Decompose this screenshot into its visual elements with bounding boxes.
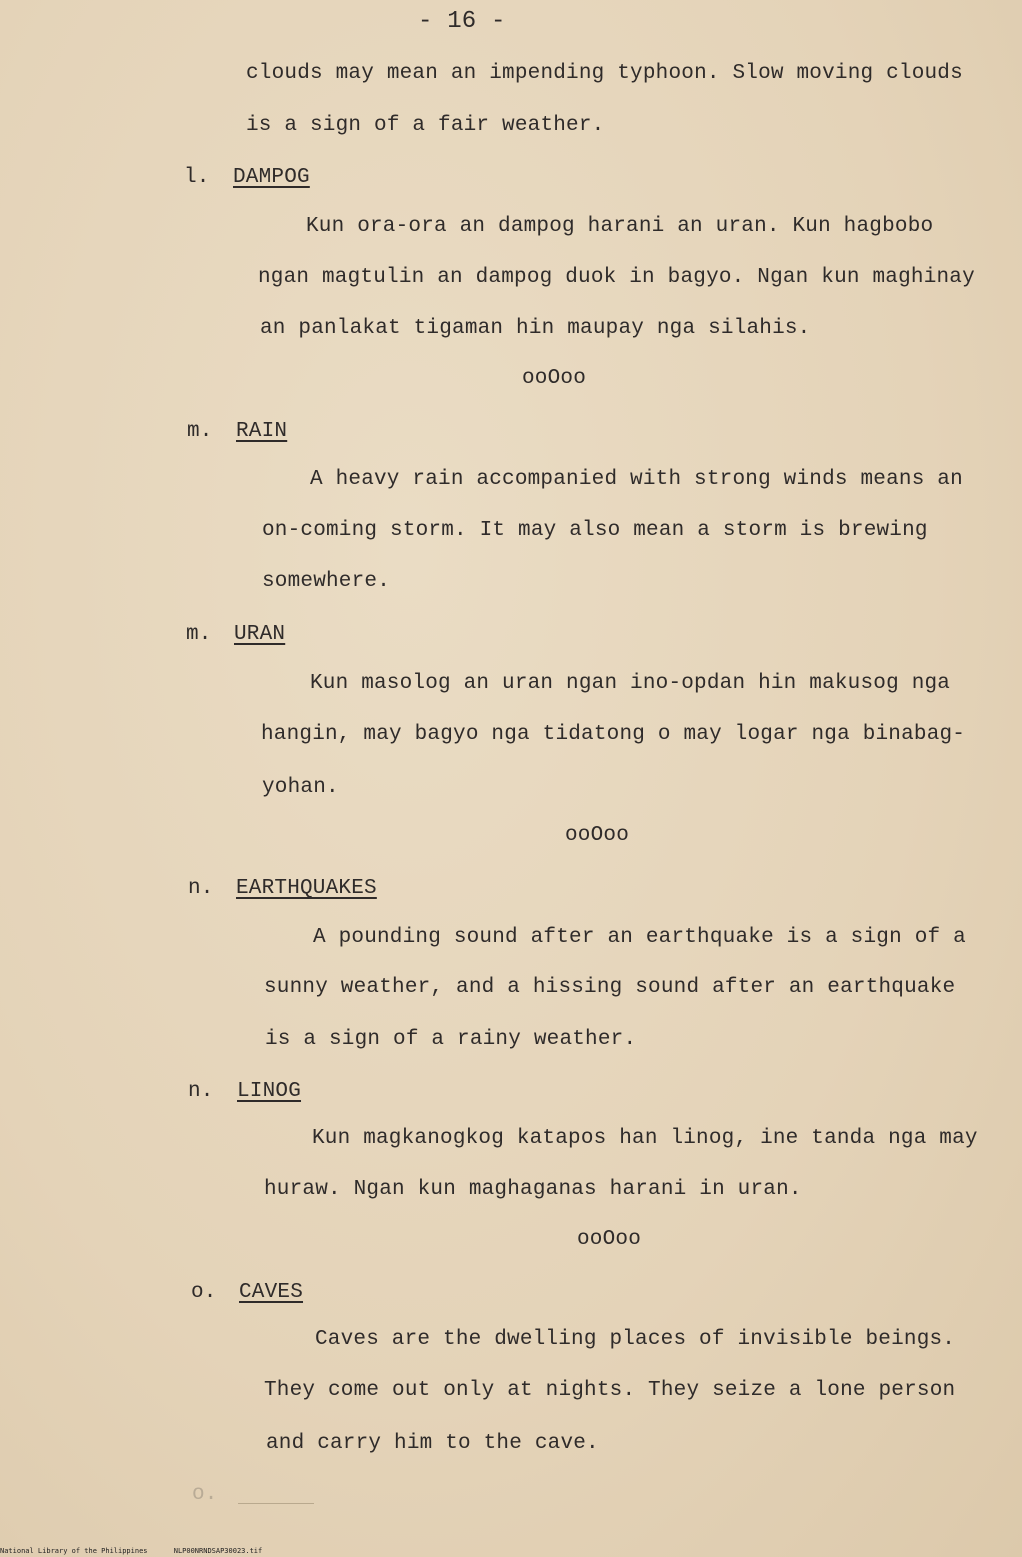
section-heading-linog: LINOG [237, 1080, 302, 1103]
section-letter: n. [188, 877, 214, 900]
paragraph-line: ngan magtulin an dampog duok in bagyo. Ngan kun maghinay [258, 266, 975, 289]
bottom-letter: o. [192, 1483, 218, 1506]
paragraph-line: Kun masolog an uran ngan ino-opdan hin makusog nga [310, 672, 951, 695]
faint-underline [238, 1503, 314, 1504]
section-letter: o. [191, 1281, 217, 1304]
section-letter: m. [187, 420, 213, 443]
section-heading-earthquakes: EARTHQUAKES [236, 877, 377, 900]
paragraph-line: somewhere. [262, 570, 391, 593]
footer-library: National Library of the Philippines [0, 1547, 148, 1555]
paragraph-line: and carry him to the cave. [266, 1432, 599, 1455]
section-letter: n. [188, 1080, 214, 1103]
section-letter: l. [184, 166, 210, 189]
intro-line: is a sign of a fair weather. [246, 114, 605, 137]
paragraph-line: A heavy rain accompanied with strong winds means an [310, 468, 963, 491]
paragraph-line: Kun ora-ora an dampog harani an uran. Kun hagbobo [306, 215, 934, 238]
section-heading-caves: CAVES [239, 1281, 304, 1304]
scan-footer [0, 1547, 284, 1555]
separator: ooOoo [522, 367, 587, 390]
separator: ooOoo [577, 1228, 642, 1251]
paragraph-line: sunny weather, and a hissing sound after an earthquake [264, 976, 956, 999]
section-heading-uran: URAN [234, 623, 286, 646]
separator: ooOoo [565, 824, 630, 847]
section-heading-dampog: DAMPOG [233, 166, 310, 189]
section-letter: m. [186, 623, 212, 646]
paragraph-line: on-coming storm. It may also mean a storm is brewing [262, 519, 928, 542]
section-heading-rain: RAIN [236, 420, 288, 443]
paragraph-line: Kun magkanogkog katapos han linog, ine tanda nga may [312, 1127, 978, 1150]
paragraph-line: yohan. [262, 776, 339, 799]
paragraph-line: They come out only at nights. They seize a lone person [264, 1379, 956, 1402]
paragraph-line: Caves are the dwelling places of invisible beings. [315, 1328, 956, 1351]
paragraph-line: an panlakat tigaman hin maupay nga silahis. [260, 317, 811, 340]
paragraph-line: A pounding sound after an earthquake is a sign of a [313, 926, 966, 949]
paragraph-line: is a sign of a rainy weather. [265, 1028, 637, 1051]
page-number: - 16 - [418, 8, 506, 35]
footer-file: NLP00NRNDSAP30023.tif [173, 1547, 263, 1555]
intro-line: clouds may mean an impending typhoon. Slow moving clouds [246, 62, 963, 85]
paragraph-line: hangin, may bagyo nga tidatong o may logar nga binabag- [261, 723, 966, 746]
paragraph-line: huraw. Ngan kun maghaganas harani in uran. [264, 1178, 802, 1201]
